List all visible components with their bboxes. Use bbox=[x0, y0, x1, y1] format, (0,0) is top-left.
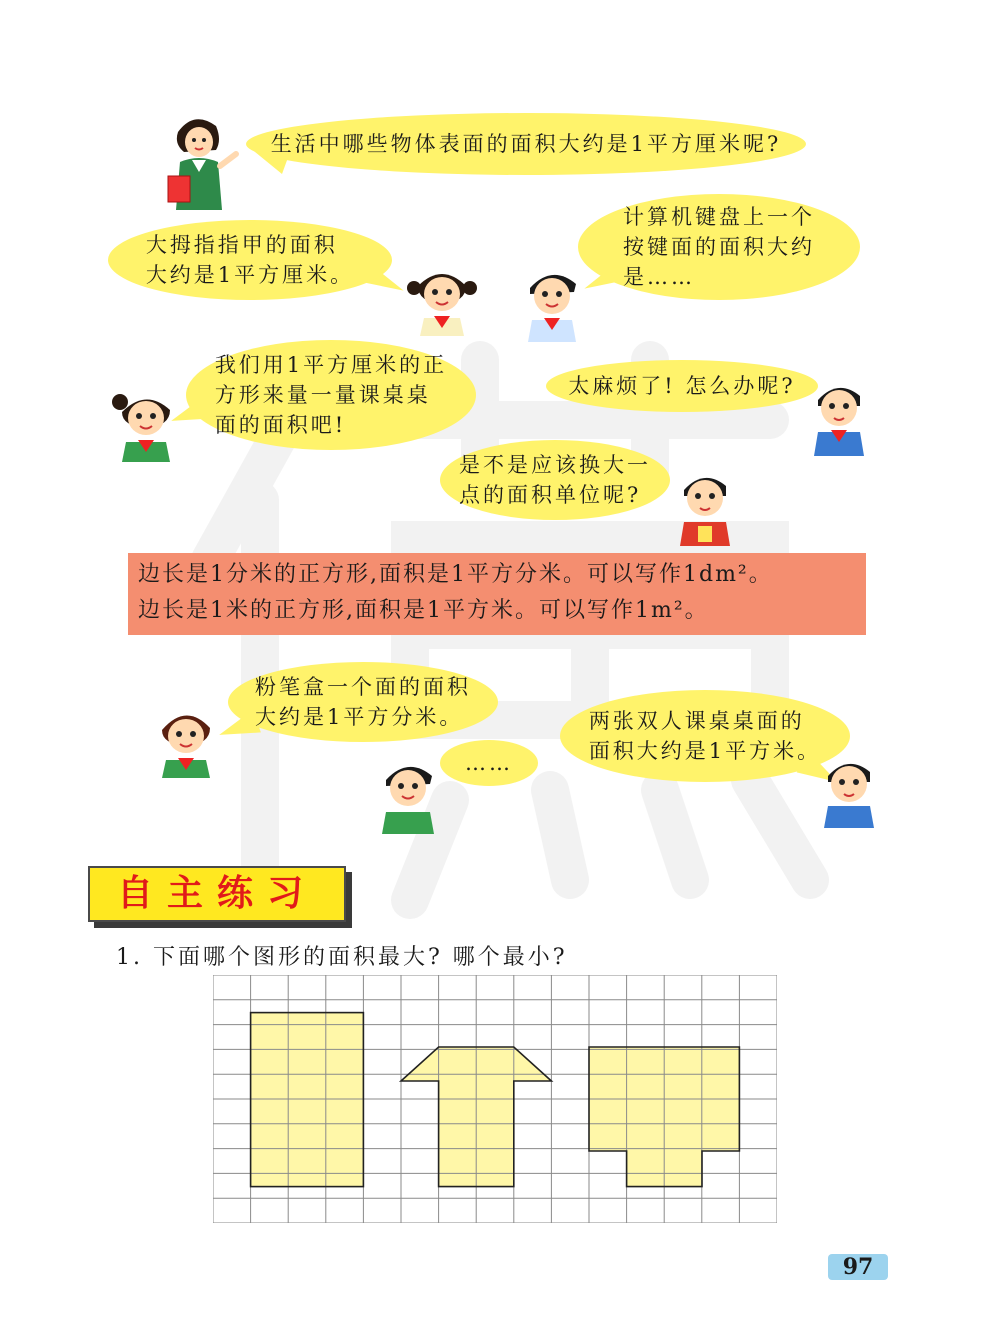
boy-illustration bbox=[804, 376, 874, 456]
bubble-text: 大约是1平方分米。 bbox=[255, 705, 464, 729]
bubble-text: 是…… bbox=[623, 265, 695, 289]
bubble-text: …… bbox=[465, 751, 513, 775]
speech-bubble-girl1 bbox=[108, 220, 392, 300]
bubble-text: 太麻烦了! 怎么办呢? bbox=[568, 374, 796, 398]
boy-illustration bbox=[814, 752, 884, 828]
speech-bubble-girl3 bbox=[228, 662, 498, 742]
section-title: 自主练习 bbox=[88, 866, 346, 922]
speech-bubble-boy2 bbox=[546, 360, 818, 412]
bubble-text: 点的面积单位呢? bbox=[459, 483, 642, 507]
bubble-text: 大约是1平方厘米。 bbox=[145, 263, 355, 287]
speech-bubble-boy3 bbox=[440, 440, 670, 520]
bubble-text: 生活中哪些物体表面的面积大约是1平方厘米呢? bbox=[270, 132, 782, 156]
grid-shape-rectangle bbox=[251, 1013, 364, 1187]
callout-line: 边长是1分米的正方形,面积是1平方分米。可以写作1dm²。 bbox=[138, 562, 773, 587]
bubble-text: 面的面积吧! bbox=[214, 413, 347, 437]
speech-bubble-boy1 bbox=[578, 194, 860, 300]
teacher-illustration bbox=[166, 110, 246, 210]
bubble-text: 计算机键盘上一个 bbox=[623, 205, 815, 229]
speech-bubble-boy5 bbox=[560, 690, 850, 782]
boy-illustration bbox=[668, 466, 742, 546]
bubble-text: 是不是应该换大一 bbox=[459, 453, 651, 477]
exercise-question: 1. 下面哪个图形的面积最大? 哪个最小? bbox=[116, 945, 568, 970]
boy-illustration bbox=[514, 262, 590, 342]
bubble-text: 粉笔盒一个面的面积 bbox=[255, 675, 471, 699]
bubble-text: 方形来量一量课桌桌 bbox=[214, 383, 431, 407]
bubble-text: 面积大约是1平方米。 bbox=[588, 739, 822, 763]
girl-illustration bbox=[146, 702, 226, 778]
definition-callout bbox=[128, 553, 866, 635]
bubble-text: 我们用1平方厘米的正 bbox=[214, 353, 448, 377]
girl-illustration bbox=[404, 262, 480, 336]
speech-bubble-girl2 bbox=[186, 340, 476, 450]
callout-line: 边长是1米的正方形,面积是1平方米。可以写作1m²。 bbox=[138, 598, 709, 623]
boy-illustration bbox=[370, 754, 446, 834]
page-number: 97 bbox=[828, 1254, 888, 1280]
bubble-text: 两张双人课桌桌面的 bbox=[588, 709, 805, 733]
bubble-text: 大拇指指甲的面积 bbox=[145, 233, 338, 257]
bubble-text: 按键面的面积大约 bbox=[623, 235, 815, 259]
area-grid-figure bbox=[213, 975, 777, 1223]
speech-bubble-boy4 bbox=[440, 740, 538, 786]
speech-bubble-teacher bbox=[246, 113, 806, 175]
girl-illustration bbox=[106, 386, 186, 462]
